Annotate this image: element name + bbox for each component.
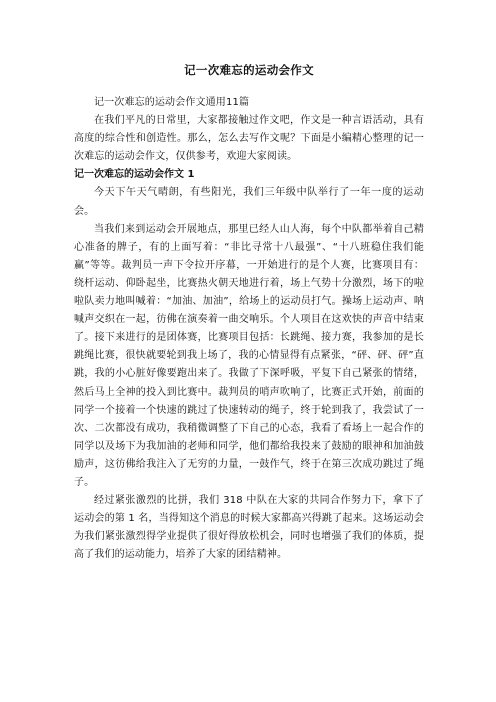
intro-paragraph: 在我们平凡的日常里，大家都接触过作文吧，作文是一种言语活动，具有高度的综合性和创造性。那么，怎么去写作文呢？下面是小编精心整理的记一次难忘的运动会作文，仅供参考，欢迎大家阅读。 [74,115,424,163]
body-paragraph-2: 当我们来到运动会开展地点，那里已经人山人海，每个中队都举着自己精心准备的牌子，有的上面写着：“非比寻常十八最强”、“十八班稳住我们能赢”等等。裁判员一声下令拉开序幕，一开始进行的是个人赛，比赛项目有：绕杆运动、仰卧起坐，比赛热火朝天地进行着，场上气势十分激烈，场下的啦啦队卖力地叫喊着：“加油、加油”，给场上的运动员打气。操场上运动声、呐喊声交织在一起，彷佛在演奏着一曲交响乐。个人项目在这欢快的声音中结束了。接下来进行的是团体赛，比赛项目包括：长跳绳、接力赛，我参加的是长跳绳比赛，很快就要轮到我上场了，我的心情显得有点紧张，“砰、砰、砰”直跳，我的小心脏好像要跑出来了。我做了下深呼吸，平复下自己紧张的情绪，然后马上全神的投入到比赛中。裁判员的哨声吹响了，比赛正式开始，前面的同学一个接着一个快速的跳过了快速转动的绳子，终于轮到我了，我尝试了一次、二次都没有成功，我稍微调整了下自己的心态，我看了看场上一起合作的同学以及场下为我加油的老师和同学，他们都给我投来了鼓励的眼神和加油鼓励声，这彷佛给我注入了无穷的力量，一鼓作气，终于在第三次成功跳过了绳子。 [74,223,424,488]
body-paragraph-3: 经过紧张激烈的比拼，我们 318 中队在大家的共同合作努力下，拿下了运动会的第 1 名，当得知这个消息的时候大家都高兴得跳了起来。这场运动会为我们紧张激烈得学业提供了很好得放松机会，同时也增强了我们的体质，提高了我们的运动能力，培养了大家的团结精神。 [74,495,424,561]
document-subtitle: 记一次难忘的运动会作文通用11篇 [94,97,250,108]
document-title: 记一次难忘的运动会作文 [184,63,314,77]
body-paragraph-1: 今天下午天气晴朗，有些阳光，我们三年级中队举行了一年一度的运动会。 [74,187,424,217]
section-heading: 记一次难忘的运动会作文 1 [74,169,195,181]
